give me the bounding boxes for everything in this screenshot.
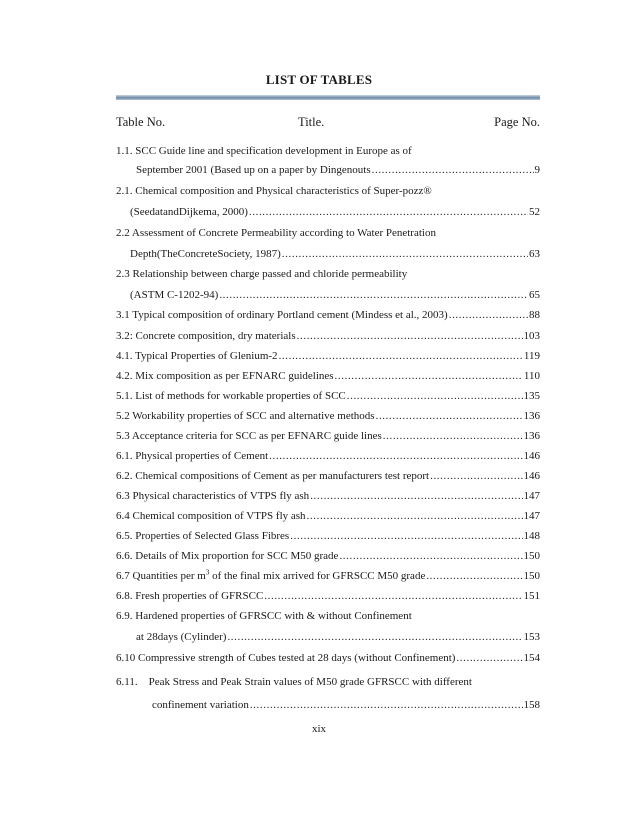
- dot-leader: [310, 489, 522, 503]
- dot-leader: [297, 329, 523, 343]
- list-item-continuation[interactable]: [116, 247, 540, 261]
- entry-page: 154: [523, 652, 540, 664]
- list-item[interactable]: [116, 569, 540, 583]
- entry-page: 150: [523, 550, 540, 562]
- entry-page: 146: [523, 450, 540, 462]
- entry-page: 110: [523, 370, 540, 382]
- entry-title: 6.10 Compressive strength of Cubes tested at 28 days (without Confinement): [116, 652, 456, 664]
- dot-leader: [279, 349, 523, 363]
- entry-page: 147: [523, 510, 540, 522]
- entry-page: 146: [523, 470, 540, 482]
- list-item[interactable]: [116, 469, 540, 483]
- entry-page: 103: [523, 330, 540, 342]
- entry-title: 6.8. Fresh properties of GFRSCC: [116, 590, 264, 602]
- dot-leader: [372, 163, 534, 177]
- list-item[interactable]: [116, 369, 540, 383]
- dot-leader: [219, 288, 528, 302]
- list-item-continuation[interactable]: [116, 205, 540, 219]
- list-item[interactable]: [116, 529, 540, 543]
- list-item[interactable]: [116, 144, 540, 158]
- dot-leader: [456, 651, 522, 665]
- list-item[interactable]: [116, 267, 540, 281]
- list-item[interactable]: [116, 509, 540, 523]
- entry-page: 135: [523, 390, 540, 402]
- header-table-no: Table No.: [116, 115, 166, 129]
- dot-leader: [339, 549, 522, 563]
- entry-title: 1.1. SCC Guide line and specification development in Europe as of: [116, 145, 412, 157]
- list-item[interactable]: [116, 389, 540, 403]
- entry-page: 136: [523, 410, 540, 422]
- entry-title: 6.4 Chemical composition of VTPS fly ash: [116, 510, 306, 522]
- entry-title: 6.5. Properties of Selected Glass Fibres: [116, 530, 290, 542]
- list-item[interactable]: [116, 184, 540, 198]
- column-header-row: [116, 115, 540, 133]
- entry-title-cont: Depth(TheConcreteSociety, 1987): [130, 248, 281, 260]
- dot-leader: [227, 630, 522, 644]
- entry-title-cont: (ASTM C-1202-94): [130, 289, 219, 301]
- dot-leader: [426, 569, 522, 583]
- entry-title-cont: September 2001 (Based up on a paper by Dingenouts: [136, 164, 371, 176]
- dot-leader: [347, 389, 523, 403]
- list-item-continuation[interactable]: [116, 698, 540, 712]
- entry-title: 3.2: Concrete composition, dry materials: [116, 330, 296, 342]
- entry-title-part: of the final mix arrived for GFRSCC M50 grade: [209, 570, 426, 582]
- entry-title-part: 6.7 Quantities per m: [116, 570, 206, 582]
- dot-leader: [249, 205, 528, 219]
- dot-leader: [335, 369, 523, 383]
- entry-title-cont: confinement variation: [152, 699, 249, 711]
- list-item[interactable]: [116, 589, 540, 603]
- entry-title-cont: at 28days (Cylinder): [136, 631, 227, 643]
- list-item[interactable]: [116, 489, 540, 503]
- entry-title: 6.3 Physical characteristics of VTPS fly ash: [116, 490, 310, 502]
- entry-title: 3.1 Typical composition of ordinary Portland cement (Mindess et al., 2003): [116, 309, 448, 321]
- entry-title: 6.9. Hardened properties of GFRSCC with & without Confinement: [116, 610, 412, 622]
- dot-leader: [282, 247, 528, 261]
- entry-title: 6.1. Physical properties of Cement: [116, 450, 269, 462]
- entry-page: 151: [523, 590, 540, 602]
- entry-page: 147: [523, 490, 540, 502]
- entry-title: [116, 569, 425, 583]
- list-item[interactable]: [116, 651, 540, 665]
- entry-title: 6.11. Peak Stress and Peak Strain values of M50 grade GFRSCC with different: [116, 676, 472, 688]
- entry-page: 153: [523, 631, 540, 643]
- list-item[interactable]: [116, 226, 540, 240]
- entry-page: 136: [523, 430, 540, 442]
- list-item[interactable]: [116, 549, 540, 563]
- entry-title: 2.3 Relationship between charge passed and chloride permeability: [116, 268, 408, 280]
- entry-page: 150: [523, 570, 540, 582]
- entry-title: 4.2. Mix composition as per EFNARC guidelines: [116, 370, 334, 382]
- list-item[interactable]: [116, 308, 540, 322]
- dot-leader: [250, 698, 523, 712]
- entry-page: 52: [529, 206, 540, 218]
- entry-title-cont: (SeedatandDijkema, 2000): [130, 206, 248, 218]
- header-page-no: Page No.: [494, 115, 540, 129]
- entry-page: 65: [529, 289, 540, 301]
- entry-page: 88: [529, 309, 540, 321]
- list-item-continuation[interactable]: [116, 163, 540, 177]
- entry-page: 158: [523, 699, 540, 711]
- dot-leader: [376, 409, 523, 423]
- list-item[interactable]: [116, 349, 540, 363]
- list-item-continuation[interactable]: [116, 288, 540, 302]
- list-item[interactable]: [116, 329, 540, 343]
- superscript: 3: [205, 569, 210, 577]
- header-title: Title.: [298, 115, 325, 129]
- entry-title: 6.2. Chemical compositions of Cement as per manufacturers test report: [116, 470, 430, 482]
- page-number: xix: [311, 723, 327, 735]
- entry-title: 5.1. List of methods for workable properties of SCC: [116, 390, 346, 402]
- page-title: LIST OF TABLES: [265, 72, 373, 87]
- list-item[interactable]: [116, 609, 540, 623]
- entry-page: 63: [529, 248, 540, 260]
- entry-page: 119: [523, 350, 540, 362]
- dot-leader: [307, 509, 523, 523]
- list-item[interactable]: [116, 429, 540, 443]
- entry-page: 148: [523, 530, 540, 542]
- dot-leader: [264, 589, 522, 603]
- dot-leader: [430, 469, 522, 483]
- entry-title: 5.3 Acceptance criteria for SCC as per EFNARC guide lines: [116, 430, 382, 442]
- title-divider: [116, 95, 540, 100]
- entry-title: 4.1. Typical Properties of Glenium-2: [116, 350, 278, 362]
- list-item-continuation[interactable]: [116, 630, 540, 644]
- entry-title: 2.1. Chemical composition and Physical characteristics of Super-pozz®: [116, 185, 432, 197]
- dot-leader: [449, 308, 528, 322]
- list-item[interactable]: [116, 675, 540, 689]
- dot-leader: [290, 529, 522, 543]
- dot-leader: [383, 429, 523, 443]
- list-item[interactable]: [116, 409, 540, 423]
- entry-title: 2.2 Assessment of Concrete Permeability according to Water Penetration: [116, 227, 436, 239]
- dot-leader: [269, 449, 522, 463]
- entry-page: 9: [534, 164, 540, 176]
- list-item[interactable]: [116, 449, 540, 463]
- entry-title: 6.6. Details of Mix proportion for SCC M50 grade: [116, 550, 339, 562]
- entry-title: 5.2 Workability properties of SCC and alternative methods: [116, 410, 375, 422]
